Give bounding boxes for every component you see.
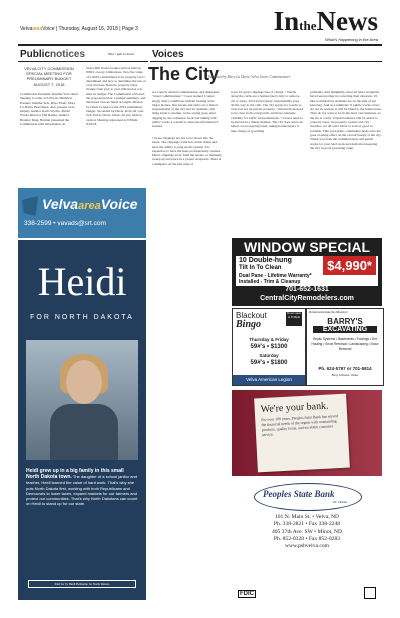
bingo-doors-badge: Doors open at 6:30pm <box>286 312 302 326</box>
voices-headline: The City <box>148 64 220 84</box>
window-offer-box <box>236 256 378 286</box>
heidi-subtitle: FOR NORTH DAKOTA <box>30 314 134 321</box>
banner-area: area <box>78 200 101 212</box>
voices-column-2: town for grass clippings free of charge. • Weeds along the curbs are a homeowner's duty to remove, cut or spray. Yard and property responsibility goes all the way to the curb. The city sprays for weeds as well, but not on private property. • Intersections need to be clear from overgrowth, and have adequate visibility for traffic and pedestrians. • Leaves need to be moved in a timely manner. The city does send out letters on an ongoing basis, asking homeowners to take charge of grooming <box>231 90 303 133</box>
barry-phone: Ph. 624-5797 or 701-5814 <box>318 366 372 371</box>
bingo-prize-2: 59#'s • $1800 <box>250 360 288 366</box>
barry-owner: Barry Schlosser, Owner <box>331 374 359 377</box>
title-the: the <box>299 18 317 33</box>
voices-rule <box>150 61 382 62</box>
barry-services: Septic Systems • Basements • Footings • Dirt Hauling • Snow Removal • Landscaping • Snow Removal <box>311 337 379 351</box>
voices-column-1b: • Grass clippings are not to be blown into the street. The clippings wash into storm drains and have the ability to plug up the system. It is expensive to have the lines professionally cleaned. Direct clippings away from the streets, or manually sweep up and place in a proper receptacle. There is a dumpster on the east edge of <box>152 136 222 166</box>
bank-note-card <box>254 394 350 473</box>
bank-headline: We're your bank. <box>260 400 329 416</box>
velva-voice-banner <box>18 188 146 238</box>
bank-logo <box>254 483 362 511</box>
bingo-line-1: Blackout <box>236 311 267 320</box>
window-special-ad <box>232 238 382 306</box>
public-heading-b: notices <box>50 49 86 60</box>
photo-face <box>66 360 102 404</box>
masthead-left <box>20 26 138 32</box>
window-line-3: Dual Pane - Lifetime Warranty* <box>239 273 312 279</box>
window-line-4: Installed - Trim & Cleanup <box>239 279 301 285</box>
barry-name: BARRY'S <box>327 317 363 326</box>
peoples-state-bank-ad <box>232 390 382 602</box>
barry-name-2: EXCAVATING <box>313 326 377 333</box>
window-line-2: Tilt In To Clean <box>239 265 282 271</box>
title-news: News <box>316 6 378 36</box>
heidi-name: Heidi <box>37 259 127 304</box>
window-price: $4,990* <box>323 256 376 275</box>
heidi-copy <box>26 468 138 506</box>
banner-velva: Velva <box>42 196 79 212</box>
notice-headline: VELVA CITY COMMISSION SPECIAL MEETING FOR PRELIMINARY BUDGET AUGUST 7, 2018 <box>24 66 74 87</box>
banner-contact: 338-2599 • vavads@srt.com <box>24 220 106 227</box>
notice-column-1: Commission President Jennifer Soli called meeting to order at 5:00 pm. Members Present: Jennifer Soli, Dave Ertelt, Mary Lu Davis, Ben Olsen. Also present were Deputy Auditor Karla Wyche, Public Works Director Tim Rainer, Auditor Heather King. Harmel presented the Commission with information on <box>20 92 78 127</box>
window-line-1: 10 Double-hung <box>239 257 292 264</box>
heidi-photo <box>26 340 138 460</box>
masthead-area: area <box>32 26 43 32</box>
bank-website: www.psbvelva.com <box>284 543 330 550</box>
banner-voice: Voice <box>100 196 138 212</box>
masthead-velva: Velva <box>20 26 33 32</box>
barry-excavating-ad <box>306 308 384 386</box>
heidi-ad <box>18 240 146 600</box>
heidi-paid-for: Paid for by Heidi Heitkamp for North Dakota <box>28 580 136 588</box>
bingo-prize-1: 59#'s • $1300 <box>250 344 288 350</box>
voices-column-1: As a newly elected commissioner, and designated "street commissioner," I soon learned I cannot singly direct conditions without looking at the larger picture. Our streets and curbs are a shared responsibility of the city and its residents. One thing leads to another, as the saying goes. After digging in, the ordinance book and talking with public works, I wanted to share the information I learned. <box>152 90 220 129</box>
tagline: What's Happening in the Area <box>325 37 378 42</box>
public-rule <box>18 61 148 62</box>
heidi-body: The daughter of a school janitor and teacher, Heidi learned the value of hard work. That's why she puts North Dakota first, working with both Republicans and Democrats to lower taxes, expand markets for our farmers and protect our communities. That's why North Dakotans can count on Heidi to stand up for our state. <box>26 474 138 507</box>
bingo-day-2: Saturday <box>259 353 279 358</box>
photo-shirt <box>50 404 118 460</box>
bank-address-2: Ph. 338-2821 • Fax 338-2248 <box>273 521 341 528</box>
bank-address-4: Ph. 852-0328 • Fax 852-0283 <box>273 535 341 542</box>
bank-address-1: 101 N. Main St. • Velva, ND <box>274 514 340 520</box>
equal-housing-lender-icon <box>364 587 376 599</box>
voices-heading: Voices <box>152 49 184 60</box>
voices-column-3: problems. And thankfully, most all letter recipients have been prompt in correcting their situation. I'd like to think most residents are on the side of not knowing. And as a reminder: if public works crews are not in session, it will be billed to the homeowner. They do not want to be in the lawn care business, as the fee is costly. Unpaid balances will be added to property taxes. As property owners and city dwellers, we all want Velva to look as good as possible. This yard-pride, community pride and care goes a lasting effect on the overall beauty of the city. Thank you from the commissioners and public works for your hard work and dedication keeping the city in good grooming order. <box>310 90 382 150</box>
bank-address-3: 405 37th Ave. SW • Minot, ND <box>271 528 343 535</box>
banner-brand <box>42 196 138 212</box>
north-dakota-flag-icon <box>22 196 38 216</box>
masthead-date: | Thursday, August 16, 2018 | Page 3 <box>54 26 138 32</box>
bingo-line-2: Bingo <box>236 319 262 330</box>
window-headline: WINDOW SPECIAL <box>244 239 370 255</box>
bingo-day-1: Thursday & Friday <box>249 337 289 342</box>
bank-address <box>232 514 382 550</box>
title-in: In <box>273 6 300 36</box>
notice-column-2: Velva mill levies, budget and tax history, NDCC-Lacey Limitations. Now the value of a mill is determined, how property tax is determined and how to determine the use of a tax increase. Reserve property taxes change from year to year. Discussion was held on budget. The Commission reviewed the proposed levies, a budget summary, and discussed various funds at length. Motion by Olsen to approve the 2019 preliminary budget. Seconded by Davis. Roll call vote: Soli, Ertelt, Davis, Olsen, all yes, motion carried. Meeting adjourned at 6:50pm. 8/16/18 <box>86 66 146 126</box>
window-url: CentralCityRemodelers.com <box>260 295 354 302</box>
public-notices-note: Your right to know <box>108 52 135 56</box>
masthead-voice: Voice <box>42 26 55 32</box>
bingo-footer: Velva American Legion <box>233 375 305 385</box>
bank-copy: For over 100 years, Peoples State Bank has served the financial needs of the region with outstanding products, quality loans, and excellent customer service. <box>261 414 338 438</box>
fdic-logo: FDIC <box>240 591 254 597</box>
voices-byline: Submitted by Mary Lu Davis, Velva Sewer Commissioner <box>208 75 291 79</box>
bank-logo-sub: OF VELVA <box>332 500 347 504</box>
public-notices-heading <box>20 49 85 60</box>
in-the-news-title <box>274 6 378 37</box>
header-rule <box>18 44 382 46</box>
bingo-ad <box>232 308 306 386</box>
barry-top-line: Professionals make the difference! <box>309 311 348 314</box>
window-phone: 701-652-1631 <box>285 286 329 293</box>
bank-logo-name: Peoples State Bank <box>263 489 335 499</box>
public-heading-a: Public <box>20 49 51 60</box>
bank-banner <box>232 390 382 476</box>
heidi-lead: Heidi grew up in a big family in this small North Dakota town. <box>26 468 124 481</box>
